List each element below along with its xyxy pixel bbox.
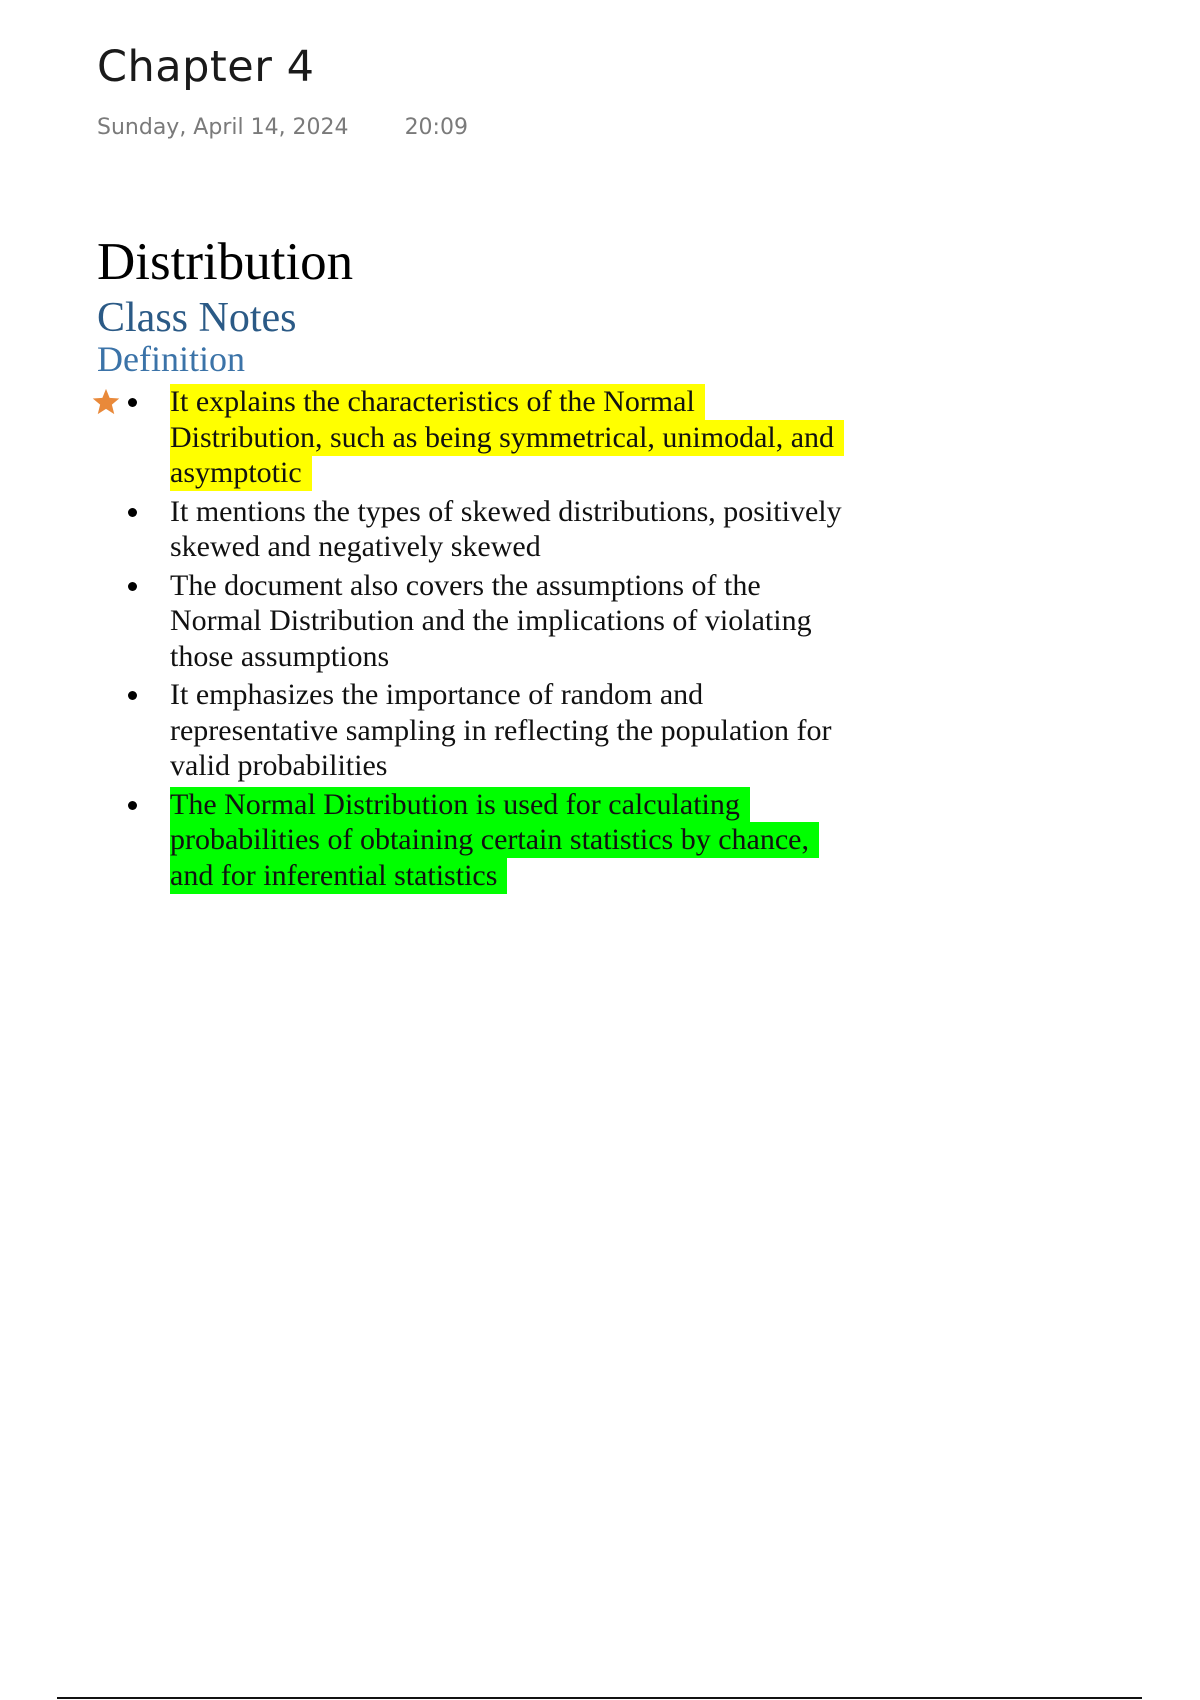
list-item-text: It mentions the types of skewed distributions, positively skewed and negatively skewed <box>170 494 842 563</box>
page-title[interactable]: Chapter 4 <box>97 42 315 92</box>
list-item-text: It emphasizes the importance of random and representative sampling in reflecting the population for valid probabilities <box>170 678 832 782</box>
section-heading[interactable]: Definition <box>97 339 245 379</box>
highlighted-text: The Normal Distribution is used for calculating probabilities of obtaining certain statistics by chance, and for inferential statistics <box>170 787 819 894</box>
page-timestamp <box>97 115 468 140</box>
list-item[interactable] <box>0 384 850 491</box>
note-subheading[interactable]: Class Notes <box>97 295 297 341</box>
note-heading[interactable]: Distribution <box>97 233 354 291</box>
list-item[interactable] <box>0 787 850 894</box>
highlighted-text: It explains the characteristics of the Normal Distribution, such as being symmetrical, unimodal, and asymptotic <box>170 384 844 491</box>
list-item-text: The document also covers the assumptions of the Normal Distribution and the implications of violating those assumptions <box>170 568 812 673</box>
list-item[interactable] <box>0 494 850 565</box>
bullet-list <box>0 384 1200 896</box>
page-date: Sunday, April 14, 2024 <box>97 115 349 140</box>
list-item[interactable] <box>0 568 850 675</box>
page-bottom-border <box>57 1697 1142 1699</box>
list-item[interactable] <box>0 677 850 784</box>
page-time: 20:09 <box>404 115 468 140</box>
